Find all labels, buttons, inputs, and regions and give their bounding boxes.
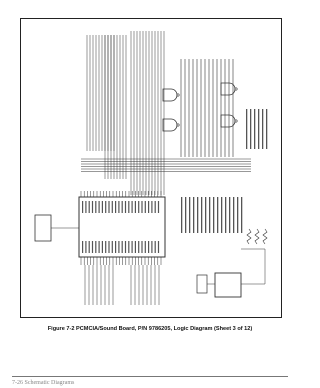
pin-label-mark	[112, 241, 113, 253]
pin-label-mark	[92, 241, 93, 253]
footer-rule	[12, 376, 288, 377]
signal-label-mark	[197, 197, 198, 233]
regulator-component	[215, 273, 241, 297]
pin-label-mark	[128, 201, 129, 213]
pin-label-mark	[132, 201, 133, 213]
pin-label-mark	[108, 201, 109, 213]
pin-label-mark	[105, 241, 106, 253]
signal-label-mark	[266, 109, 267, 149]
pin-label-mark	[138, 201, 139, 213]
crystal-component	[35, 215, 51, 241]
pin-label-mark	[118, 201, 119, 213]
signal-label-mark	[217, 197, 218, 233]
resistor	[255, 229, 259, 244]
pin-label-mark	[89, 241, 90, 253]
pin-label-mark	[141, 241, 142, 253]
pin-label-mark	[85, 241, 86, 253]
signal-label-mark	[225, 197, 226, 233]
page-footer: 7-26 Schematic Diagrams	[12, 380, 75, 386]
signal-label-mark	[250, 109, 251, 149]
pin-label-mark	[151, 241, 152, 253]
signal-label-mark	[201, 197, 202, 233]
signal-label-mark	[181, 197, 182, 233]
pin-label-mark	[125, 241, 126, 253]
signal-label-mark	[193, 197, 194, 233]
pin-label-mark	[158, 241, 159, 253]
pin-label-mark	[95, 241, 96, 253]
pin-label-mark	[148, 201, 149, 213]
pin-label-mark	[102, 241, 103, 253]
pin-label-mark	[141, 201, 142, 213]
pin-label-mark	[155, 201, 156, 213]
pin-label-mark	[138, 241, 139, 253]
pin-label-mark	[82, 201, 83, 213]
pin-label-mark	[145, 201, 146, 213]
pin-label-mark	[95, 201, 96, 213]
pin-label-mark	[112, 201, 113, 213]
capacitor-component	[197, 275, 207, 293]
resistor	[247, 229, 251, 244]
signal-label-mark	[209, 197, 210, 233]
pin-label-mark	[118, 241, 119, 253]
signal-label-mark	[241, 197, 242, 233]
signal-label-mark	[221, 197, 222, 233]
pin-label-mark	[115, 241, 116, 253]
figure-caption: Figure 7-2 PCMCIA/Sound Board, P/N 9786205, Logic Diagram (Sheet 3 of 12)	[47, 326, 253, 332]
nand-gate	[163, 89, 177, 101]
signal-label-mark	[185, 197, 186, 233]
pin-label-mark	[125, 201, 126, 213]
pin-label-mark	[122, 201, 123, 213]
pin-label-mark	[158, 201, 159, 213]
pin-label-mark	[108, 241, 109, 253]
pin-label-mark	[115, 201, 116, 213]
signal-label-mark	[233, 197, 234, 233]
pin-label-mark	[99, 201, 100, 213]
pin-label-mark	[82, 241, 83, 253]
pin-label-mark	[102, 201, 103, 213]
pin-label-mark	[151, 201, 152, 213]
nand-gate	[163, 119, 177, 131]
signal-label-mark	[258, 109, 259, 149]
pin-label-mark	[105, 201, 106, 213]
signal-label-mark	[213, 197, 214, 233]
signal-label-mark	[246, 109, 247, 149]
pin-label-mark	[135, 201, 136, 213]
pin-label-mark	[122, 241, 123, 253]
pin-label-mark	[99, 241, 100, 253]
signal-label-mark	[237, 197, 238, 233]
signal-label-mark	[189, 197, 190, 233]
signal-label-mark	[262, 109, 263, 149]
pin-label-mark	[85, 201, 86, 213]
pin-label-mark	[145, 241, 146, 253]
pin-label-mark	[92, 201, 93, 213]
logic-schematic	[21, 19, 283, 319]
pin-label-mark	[128, 241, 129, 253]
pin-label-mark	[132, 241, 133, 253]
pin-label-mark	[155, 241, 156, 253]
signal-label-mark	[254, 109, 255, 149]
resistor	[263, 229, 267, 244]
pin-label-mark	[89, 201, 90, 213]
pin-label-mark	[148, 241, 149, 253]
signal-label-mark	[205, 197, 206, 233]
pin-label-mark	[135, 241, 136, 253]
schematic-frame	[20, 18, 282, 318]
signal-label-mark	[229, 197, 230, 233]
